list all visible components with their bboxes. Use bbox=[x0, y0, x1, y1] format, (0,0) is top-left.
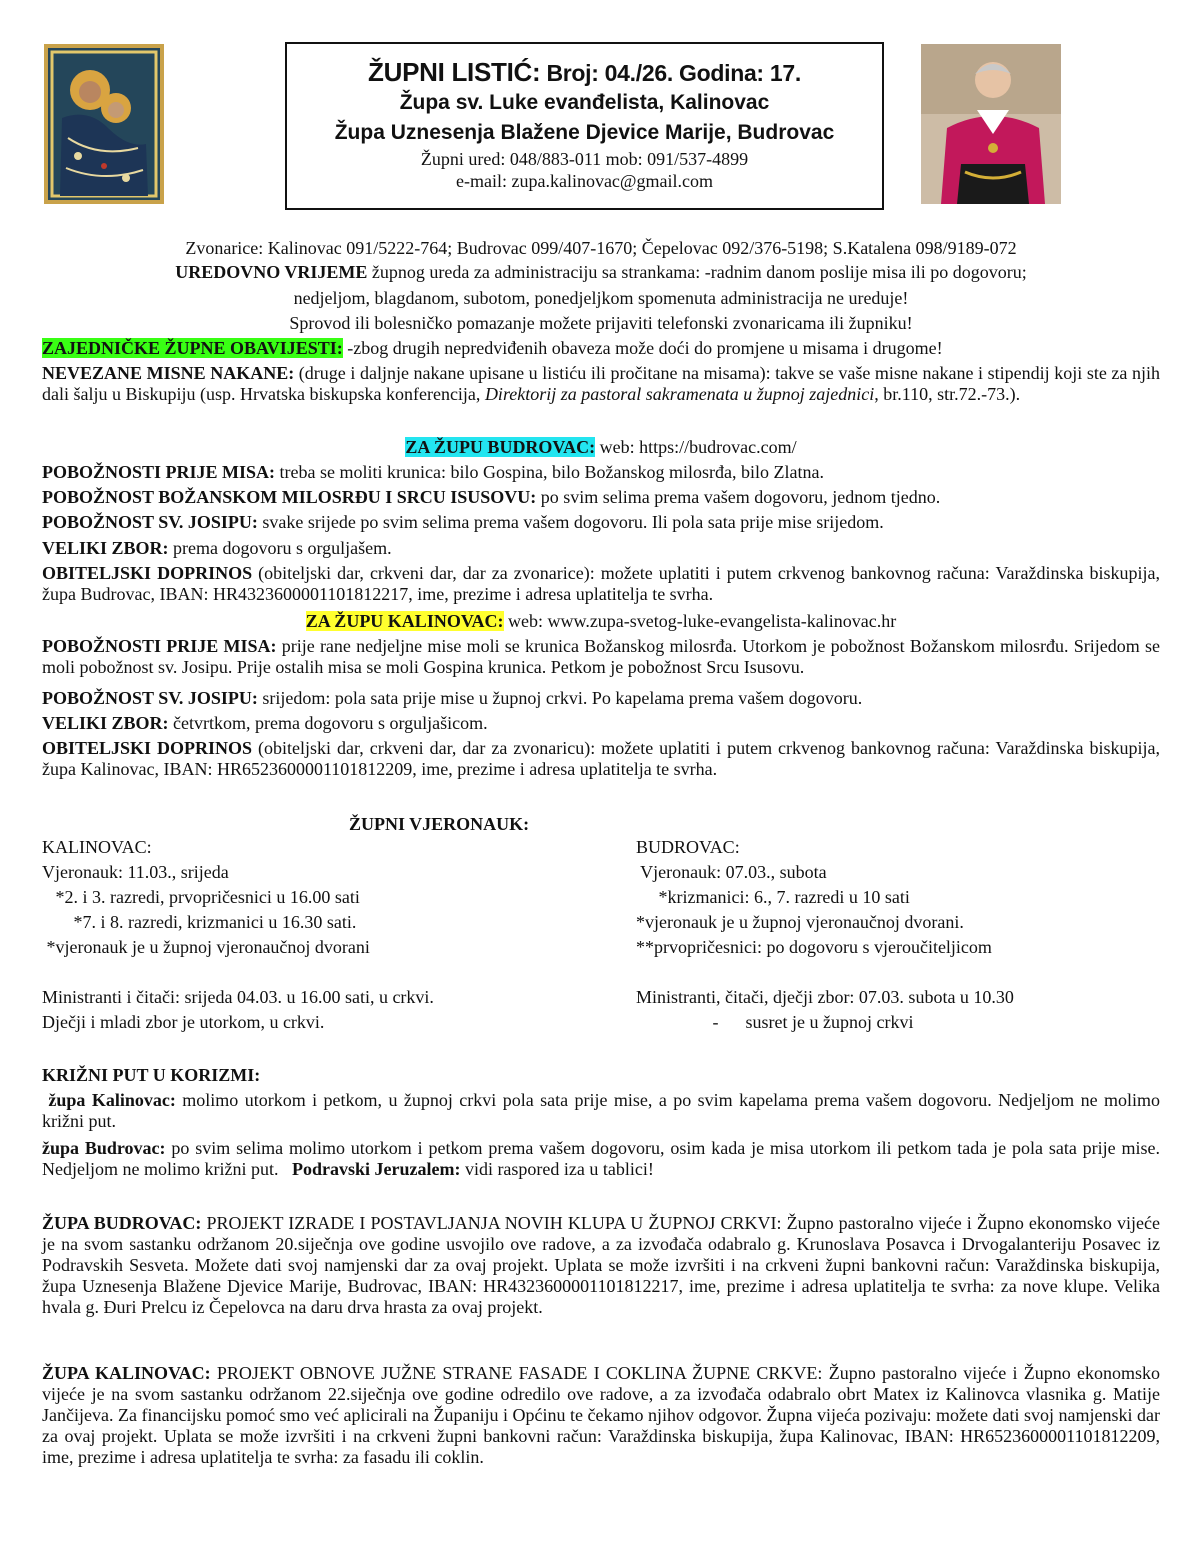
common-notices bbox=[42, 338, 1160, 359]
mass-intentions-label: NEVEZANE MISNE NAKANE: bbox=[42, 363, 295, 383]
common-notices-label: ZAJEDNIČKE ŽUPNE OBAVIJESTI: bbox=[42, 338, 343, 358]
catechism-right-line: *krizmanici: 6., 7. razredi u 10 sati bbox=[636, 887, 910, 907]
kalinovac-p3-label: VELIKI ZBOR: bbox=[42, 713, 169, 733]
catechism-left-line: Vjeronauk: 11.03., srijeda bbox=[42, 862, 229, 882]
office-hours-line bbox=[42, 262, 1160, 283]
budrovac-heading-line bbox=[42, 437, 1160, 458]
parish-budrovac-name: Župa Uznesenja Blažene Djevice Marije, Budrovac bbox=[334, 121, 835, 144]
office-hours-line2: nedjeljom, blagdanom, subotom, ponedjeljkom spomenuta administracija ne ureduje! bbox=[293, 288, 909, 308]
budrovac-p2-text: po svim selima prema vašem dogovoru, jednom tjedno. bbox=[536, 487, 941, 507]
budrovac-st-joseph bbox=[42, 512, 1160, 533]
budrovac-p3-text: svake srijede po svim selima prema vašem dogovoru. Ili pola sata prije mise srijedom. bbox=[257, 512, 884, 532]
bulletin-title-prefix: ŽUPNI LISTIĆ: bbox=[368, 57, 541, 87]
kalinovac-web[interactable]: web: www.zupa-svetog-luke-evangelista-kalinovac.hr bbox=[503, 611, 897, 631]
mass-intentions bbox=[42, 363, 1160, 405]
project-budrovac bbox=[42, 1213, 1160, 1318]
way-of-cross-budrovac bbox=[42, 1138, 1165, 1180]
kalinovac-devotion-before-mass bbox=[42, 636, 1160, 678]
project-kalinovac-text: PROJEKT OBNOVE JUŽNE STRANE FASADE I COKLINA ŽUPNE CRKVE: Župno pastoralno vijeće i Župno ekonomsko vijeće je na svom sastanku održanom 22.siječnja ove godine odredilo ove radove, a za izvođača odabralo obrt Matex iz Kalinovca vlasnika g. Matije Jančijeva. Za financijsku pomoć smo već aplicirali na Županiju i Općinu te čekamo njihov odgovor. Župna vijeća pozivaju: možete dati svoj namjenski dar za ovaj projekt. Uplata se može izvršiti i na crkveni župni bankovni račun: Varaždinska biskupija, župa Kalinovac, IBAN: HR6523600001101812209, ime, prezime i adresa uplatitelja te svrha: za fasadu ili coklin. bbox=[42, 1363, 1160, 1467]
kalinovac-p2-label: POBOŽNOST SV. JOSIPU: bbox=[42, 688, 258, 708]
madonna-icon bbox=[48, 48, 160, 200]
budrovac-p4-label: VELIKI ZBOR: bbox=[42, 538, 169, 558]
bulletin-title bbox=[287, 57, 882, 88]
way-of-cross-kalinovac-label: župa Kalinovac: bbox=[42, 1090, 176, 1110]
catechism-left-line: Dječji i mladi zbor je utorkom, u crkvi. bbox=[42, 1012, 325, 1032]
office-phone: Župni ured: 048/883-011 mob: 091/537-4899 bbox=[420, 149, 749, 169]
budrovac-p3-label: POBOŽNOST SV. JOSIPU: bbox=[42, 512, 258, 532]
project-kalinovac-label: ŽUPA KALINOVAC: bbox=[42, 1363, 211, 1383]
budrovac-p4-text: prema dogovoru s orguljašem. bbox=[168, 538, 392, 558]
mass-intentions-text: (druge i daljnje nakane upisane u listiću ili pročitane na misama): takve se vaše misne nakane i stipendij koji ste za njih dali šalju u Biskupiju (usp. Hrvatska biskupska konferencija, bbox=[42, 363, 1160, 404]
catechism-left-line: *vjeronauk je u župnoj vjeronaučnoj dvorani bbox=[42, 937, 370, 957]
budrovac-p5-text: (obiteljski dar, crkveni dar, dar za zvonarice): možete uplatiti i putem crkvenog bankovnog računa: Varaždinska biskupija, župa Budrovac, IBAN: HR4323600001101812217, ime, prezime i adresa uplatitelja te svrha. bbox=[42, 563, 1160, 604]
kalinovac-p2-text: srijedom: pola sata prije mise u župnoj crkvi. Po kapelama prema vašem dogovoru. bbox=[257, 688, 863, 708]
catechism-left-line: *2. i 3. razredi, prvopričesnici u 16.00 sati bbox=[42, 887, 360, 907]
budrovac-p5-label: OBITELJSKI DOPRINOS bbox=[42, 563, 253, 583]
project-kalinovac bbox=[42, 1363, 1160, 1468]
office-hours-label: UREDOVNO VRIJEME bbox=[175, 262, 368, 282]
catechism-right-line: *vjeronauk je u župnoj vjeronaučnoj dvorani. bbox=[636, 912, 964, 932]
kalinovac-p4-text: (obiteljski dar, crkveni dar, dar za zvonaricu): možete uplatiti i putem crkvenog bankovnog računa: Varaždinska biskupija, župa Kalinovac, IBAN: HR6523600001101812209, ime, prezime i adresa uplatitelja te svrha. bbox=[42, 738, 1160, 779]
budrovac-choir bbox=[42, 538, 1160, 559]
office-hours-line3: Sprovod ili bolesničko pomazanje možete prijaviti telefonski zvonaricama ili župniku! bbox=[289, 313, 913, 333]
podravski-jeruzalem-label: Podravski Jeruzalem: bbox=[291, 1159, 461, 1179]
office-email: e-mail: zupa.kalinovac@gmail.com bbox=[456, 171, 713, 191]
parish-kalinovac-name: Župa sv. Luke evanđelista, Kalinovac bbox=[399, 91, 770, 114]
budrovac-web[interactable]: web: https://budrovac.com/ bbox=[595, 437, 797, 457]
catechism-right-line: Ministranti, čitači, dječji zbor: 07.03. subota u 10.30 bbox=[636, 987, 1014, 1007]
catechism-left-line: *7. i 8. razredi, krizmanici u 16.30 sati. bbox=[42, 912, 357, 932]
kalinovac-p1-label: POBOŽNOSTI PRIJE MISA: bbox=[42, 636, 277, 656]
way-of-cross-kalinovac bbox=[42, 1090, 1160, 1132]
catechism-kalinovac-column bbox=[42, 837, 434, 1037]
way-of-cross-kalinovac-text: molimo utorkom i petkom, u župnoj crkvi pola sata prije mise, a po svim kapelama prema vašem dogovoru. Nedjeljom ne molimo križni put. bbox=[42, 1090, 1160, 1131]
mass-intentions-ref: , br.110, str.72.-73.). bbox=[874, 384, 1021, 404]
office-hours-text: župnog ureda za administraciju sa strankama: -radnim danom poslije misa ili po dogovoru; bbox=[367, 262, 1027, 282]
project-budrovac-text: PROJEKT IZRADE I POSTAVLJANJA NOVIH KLUPA U ŽUPNOJ CRKVI: Župno pastoralno vijeće i Župno ekonomsko vijeće je na svom sastanku održanom 20.siječnja ove godine usvojilo ove radove, a za izvođača odabralo g. Krunoslava Posavca i Drvogalanteriju Posavec iz Podravskih Sesveta. Možete dati svoj namjenski dar za ovaj projekt. Uplata se može izvršiti i na crkveni župni bankovni račun: Varaždinska biskupija, župa Uznesenja Blažene Djevice Marije, Budrovac, IBAN: HR4323600001101812217, ime, prezime i adresa uplatitelja te svrha: za nove klupe. Velika hvala g. Đuri Prelcu iz Čepelovca na daru drva hrasta za ovaj projekt. bbox=[42, 1213, 1160, 1317]
kalinovac-p4-label: OBITELJSKI DOPRINOS bbox=[42, 738, 253, 758]
budrovac-devotion-before-mass bbox=[42, 462, 1160, 483]
catechism-left-line: KALINOVAC: bbox=[42, 837, 152, 857]
podravski-jeruzalem-text: vidi raspored iza u tablici! bbox=[460, 1159, 654, 1179]
budrovac-heading: ZA ŽUPU BUDROVAC: bbox=[405, 437, 596, 457]
mass-intentions-directory: Direktorij za pastoral sakramenata u župnoj zajednici bbox=[484, 384, 875, 404]
kalinovac-heading-line bbox=[42, 611, 1160, 632]
kalinovac-st-joseph bbox=[42, 688, 1160, 709]
madonna-icon-image bbox=[44, 44, 164, 204]
common-notices-text: -zbog drugih nepredviđenih obaveza može doći do promjene u misama i drugome! bbox=[342, 338, 943, 358]
catechism-left-line: Ministranti i čitači: srijeda 04.03. u 16.00 sati, u crkvi. bbox=[42, 987, 434, 1007]
catechism-left-line bbox=[42, 962, 434, 987]
budrovac-p2-label: POBOŽNOST BOŽANSKOM MILOSRĐU I SRCU ISUSOVU: bbox=[42, 487, 537, 507]
catechism-right-line bbox=[636, 962, 1014, 987]
budrovac-family-contribution bbox=[42, 563, 1160, 605]
budrovac-p1-label: POBOŽNOSTI PRIJE MISA: bbox=[42, 462, 276, 482]
way-of-cross-budrovac-label: župa Budrovac: bbox=[42, 1138, 166, 1158]
header-box bbox=[285, 42, 884, 210]
bishop-portrait bbox=[921, 44, 1061, 204]
project-budrovac-label: ŽUPA BUDROVAC: bbox=[42, 1213, 202, 1233]
way-of-cross-budrovac-text: po svim selima molimo utorkom i petkom prema vašem dogovoru, osim kada je misa utorkom ili petkom tada je pola sata prije mise. Nedjeljom ne molimo križni put. bbox=[42, 1138, 1165, 1179]
catechism-budrovac-column bbox=[636, 837, 1014, 1037]
kalinovac-family-contribution bbox=[42, 738, 1160, 780]
kalinovac-choir bbox=[42, 713, 1160, 734]
budrovac-divine-mercy bbox=[42, 487, 1160, 508]
way-of-cross-title: KRIŽNI PUT U KORIZMI: bbox=[42, 1065, 261, 1085]
catechism-right-line: Vjeronauk: 07.03., subota bbox=[636, 862, 827, 882]
catechism-right-line: **prvopričesnici: po dogovoru s vjeroučiteljicom bbox=[636, 937, 992, 957]
kalinovac-heading: ZA ŽUPU KALINOVAC: bbox=[305, 611, 504, 631]
catechism-title: ŽUPNI VJERONAUK: bbox=[349, 814, 530, 834]
catechism-right-line: BUDROVAC: bbox=[636, 837, 740, 857]
catechism-right-line: - susret je u župnoj crkvi bbox=[636, 1012, 914, 1032]
bishop-photo bbox=[921, 44, 1061, 204]
bulletin-issue: Broj: 04./26. Godina: 17. bbox=[546, 60, 801, 86]
kalinovac-p1-text: prije rane nedjeljne mise moli se krunica Božanskog milosrđa. Utorkom je pobožnost Božanskom milosrđu. Srijedom se moli pobožnost sv. Josipu. Prije ostalih misa se moli Gospina krunica. Petkom je pobožnost Srcu Isusovu. bbox=[42, 636, 1160, 677]
budrovac-p1-text: treba se moliti krunica: bilo Gospina, bilo Božanskog milosrđa, bilo Zlatna. bbox=[275, 462, 824, 482]
bell-ringers-line: Zvonarice: Kalinovac 091/5222-764; Budrovac 099/407-1670; Čepelovac 092/376-5198; S.Katalena 098/9189-072 bbox=[185, 238, 1017, 258]
kalinovac-p3-text: četvrtkom, prema dogovoru s orguljašicom. bbox=[168, 713, 488, 733]
